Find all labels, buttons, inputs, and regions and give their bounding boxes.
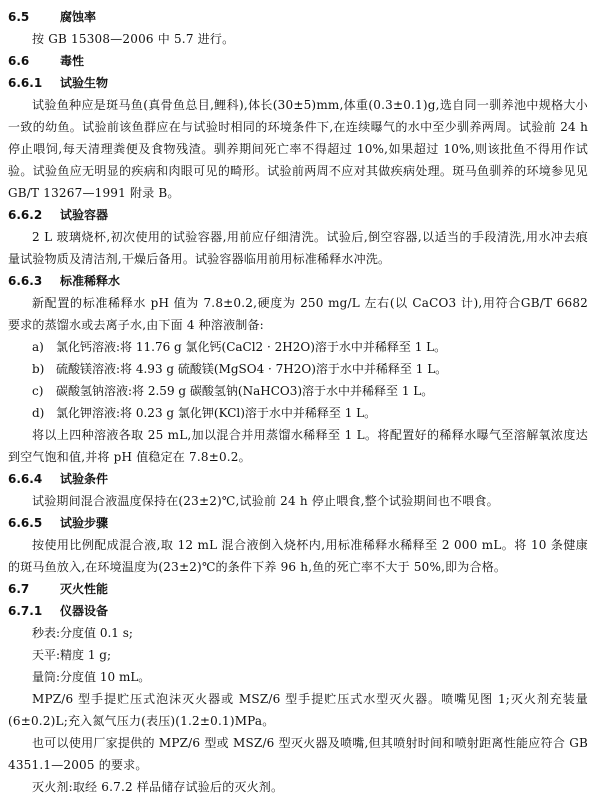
list-item-text: 碳酸氢钠溶液:将 2.59 g 碳酸氢钠(NaHCO3)溶于水中并稀释至 1 L。 [56,384,434,398]
list-item-text: 氯化钾溶液:将 0.23 g 氯化钾(KCl)溶于水中并稀释至 1 L。 [56,406,377,420]
list-item-text: 硫酸镁溶液:将 4.93 g 硫酸镁(MgSO4 · 7H2O)溶于水中并稀释至 1 L。 [56,362,448,376]
section-number: 6.7 [8,582,30,596]
list-item [8,402,588,424]
list-item-text: 氯化钙溶液:将 11.76 g 氯化钙(CaCl2 · 2H2O)溶于水中并稀释至 1 L。 [56,340,447,354]
equipment-line: 天平:精度 1 g; [32,648,112,662]
section-number: 6.6.5 [8,516,43,530]
section-6-6-2-text: 2 L 玻璃烧杯,初次使用的试验容器,用前应仔细清洗。试验后,倒空容器,以适当的手段清洗,用水冲去痕量试验物质及清洁剂,干燥后备用。试验容器临用前用标准稀释水冲洗。 [8,230,588,266]
equipment-line: 量筒:分度值 10 mL。 [32,670,151,684]
list-item-label: a) [32,340,44,354]
section-title: 毒性 [60,54,85,68]
section-6-7-1-para-3: 灭火剂:取经 6.7.2 样品储存试验后的灭火剂。 [32,780,284,794]
section-6-6-1-heading [8,72,588,94]
section-number: 6.7.1 [8,604,43,618]
section-title: 腐蚀率 [60,10,97,24]
section-6-6-5-heading [8,512,588,534]
section-6-7-1-heading [8,600,588,622]
list-item [8,380,588,402]
list-item [8,358,588,380]
section-title: 灭火性能 [60,582,109,596]
section-title: 试验条件 [60,472,109,486]
section-number: 6.6.4 [8,472,43,486]
list-item-label: d) [32,406,45,420]
section-number: 6.6 [8,54,30,68]
section-title: 标准稀释水 [60,274,121,288]
section-6-6-heading [8,50,588,72]
list-item-label: c) [32,384,44,398]
section-6-5-text: 按 GB 15308—2006 中 5.7 进行。 [32,32,235,46]
section-title: 试验生物 [60,76,109,90]
section-number: 6.6.1 [8,76,43,90]
section-number: 6.6.3 [8,274,43,288]
section-6-6-3-tail: 将以上四种溶液各取 25 mL,加以混合并用蒸馏水稀释至 1 L。将配置好的稀释水曝气至溶解氧浓度达到空气饱和值,并将 pH 值稳定在 7.8±0.2。 [8,428,588,464]
section-6-6-4-heading [8,468,588,490]
section-6-7-heading [8,578,588,600]
equipment-line: 秒表:分度值 0.1 s; [32,626,133,640]
section-title: 仪器设备 [60,604,109,618]
section-6-6-3-text: 新配置的标准稀释水 pH 值为 7.8±0.2,硬度为 250 mg/L 左右(以 CaCO3 计),用符合GB/T 6682 要求的蒸馏水或去离子水,由下面 4 种溶液制备: [8,296,588,332]
section-6-6-1-text: 试验鱼种应是斑马鱼(真骨鱼总目,鲤科),体长(30±5)mm,体重(0.3±0.1)g,选自同一驯养池中规格大小一致的幼鱼。试验前该鱼群应在与试验时相同的环境条件下,在连续曝气的水中至少驯养两周。试验前 24 h 停止喂饲,每天清理粪便及食物残渣。驯养期间死亡率不得超过 10%,如果超过 10%,则该批鱼不得用作试验。试验鱼应无明显的疾病和肉眼可见的畸形。试验前两周不应对其做疾病处理。斑马鱼驯养的环境参见见 GB/T 13267—1991 附录 B。 [8,98,588,200]
section-title: 试验步骤 [60,516,109,530]
section-6-6-2-heading [8,204,588,226]
section-6-5-heading [8,6,588,28]
section-title: 试验容器 [60,208,109,222]
section-6-6-4-text: 试验期间混合液温度保持在(23±2)℃,试验前 24 h 停止喂食,整个试验期间也不喂食。 [32,494,499,508]
list-item-label: b) [32,362,45,376]
section-6-6-5-text: 按使用比例配成混合液,取 12 mL 混合液倒入烧杯内,用标准稀释水稀释至 2 000 mL。将 10 条健康的斑马鱼放入,在环境温度为(23±2)℃的条件下养 96 h,鱼的死亡率不大于 50%,即为合格。 [8,538,588,574]
section-6-7-1-para-1: MPZ/6 型手提贮压式泡沫灭火器或 MSZ/6 型手提贮压式水型灭火器。喷嘴见图 1;灭火剂充装量(6±0.2)L;充入氮气压力(表压)(1.2±0.1)MPa。 [8,692,588,728]
section-6-7-1-para-2: 也可以使用厂家提供的 MPZ/6 型或 MSZ/6 型灭火器及喷嘴,但其喷射时间和喷射距离性能应符合 GB 4351.1—2005 的要求。 [8,736,588,772]
section-number: 6.6.2 [8,208,43,222]
section-6-6-3-heading [8,270,588,292]
list-item [8,336,588,358]
section-number: 6.5 [8,10,30,24]
